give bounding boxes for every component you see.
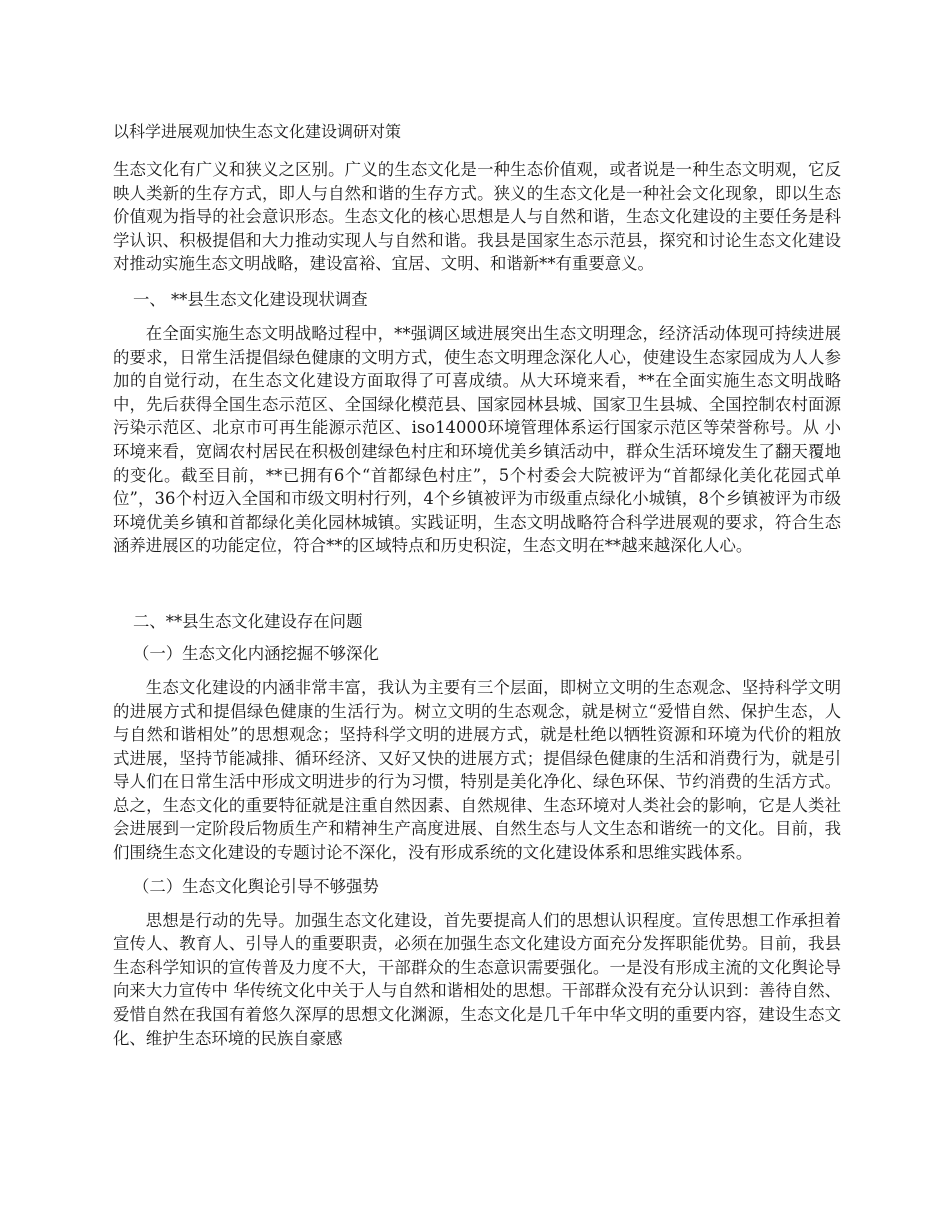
intro-paragraph: 生态文化有广义和狭义之区别。广义的生态文化是一种生态价值观，或者说是一种生态文明观，它反映人类新的生存方式，即人与自然和谐的生存方式。狭义的生态文化是一种社会文化现象，即以生态价值观为指导的社会意识形态。生态文化的核心思想是人与自然和谐，生态文化建设的主要任务是科学认识、积极提倡和大力推动实现人与自然和谐。我县是国家生态示范县，探究和讨论生态文化建设对推动实施生态文明战略，建设富裕、宜居、文明、和谐新**有重要意义。 xyxy=(113,160,841,274)
document-page xyxy=(113,120,841,1050)
section-2-heading: 二、**县生态文化建设存在问题 xyxy=(133,611,363,631)
subsection-1-heading: （一）生态文化内涵挖掘不够深化 xyxy=(133,643,379,663)
section-1-paragraph: 在全面实施生态文明战略过程中，**强调区域进展突出生态文明理念，经济活动体现可持续进展的要求，日常生活提倡绿色健康的文明方式，使生态文明理念深化人心，使建设生态家园成为人人参加的自觉行动，在生态文化建设方面取得了可喜成绩。从大环境来看，**在全面实施生态文明战略中，先后获得全国生态示范区、全国绿化模范县、国家园林县城、国家卫生县城、全国控制农村面源污染示范区、北京市可再生能源示范区、iso14000环境管理体系运行国家示范区等荣誉称号。从 小环境来看，宽阔农村居民在积极创建绿色村庄和环境优美乡镇活动中，群众生活环境发生了翻天覆地的变化。截至目前，**已拥有6个“首都绿色村庄”，5个村委会大院被评为“首都绿化美化花园式单位”，36个村迈入全国和市级文明村行列，4个乡镇被评为市级重点绿化小城镇，8个乡镇被评为市级环境优美乡镇和首都绿化美化园林城镇。实践证明，生态文明战略符合科学进展观的要求，符合生态涵养进展区的功能定位，符合**的区域特点和历史积淀，生态文明在**越来越深化人心。 xyxy=(113,323,841,556)
subsection-2-paragraph: 思想是行动的先导。加强生态文化建设，首先要提高人们的思想认识程度。宣传思想工作承担着宣传人、教育人、引导人的重要职责，必须在加强生态文化建设方面充分发挥职能优势。目前，我县生态科学知识的宣传普及力度不大，干部群众的生态意识需要强化。一是没有形成主流的文化舆论导向来大力宣传中 华传统文化中关于人与自然和谐相处的思想。干部群众没有充分认识到：善待自然、爱惜自然在我国有着悠久深厚的思想文化渊源，生态文化是几千年中华文明的重要内容，建设生态文化、维护生态环境的民族自豪感 xyxy=(113,910,841,1048)
document-title: 以科学进展观加快生态文化建设调研对策 xyxy=(113,122,402,141)
subsection-2-heading: （二）生态文化舆论引导不够强势 xyxy=(133,876,379,896)
section-1-heading: 一、 **县生态文化建设现状调查 xyxy=(133,289,368,309)
subsection-1-paragraph: 生态文化建设的内涵非常丰富，我认为主要有三个层面，即树立文明的生态观念、坚持科学文明的进展方式和提倡绿色健康的生活行为。树立文明的生态观念，就是树立“爱惜自然、保护生态，人与自然和谐相处”的思想观念；坚持科学文明的进展方式，就是杜绝以牺牲资源和环境为代价的粗放式进展，坚持节能减排、循环经济、又好又快的进展方式；提倡绿色健康的生活和消费行为，就是引导人们在日常生活中形成文明进步的行为习惯，特别是美化净化、绿色环保、节约消费的生活方式。总之，生态文化的重要特征就是注重自然因素、自然规律、生态环境对人类社会的影响，它是人类社会进展到一定阶段后物质生产和精神生产高度进展、自然生态与人文生态和谐统一的文化。目前，我们围绕生态文化建设的专题讨论不深化，没有形成系统的文化建设体系和思维实践体系。 xyxy=(113,677,841,863)
